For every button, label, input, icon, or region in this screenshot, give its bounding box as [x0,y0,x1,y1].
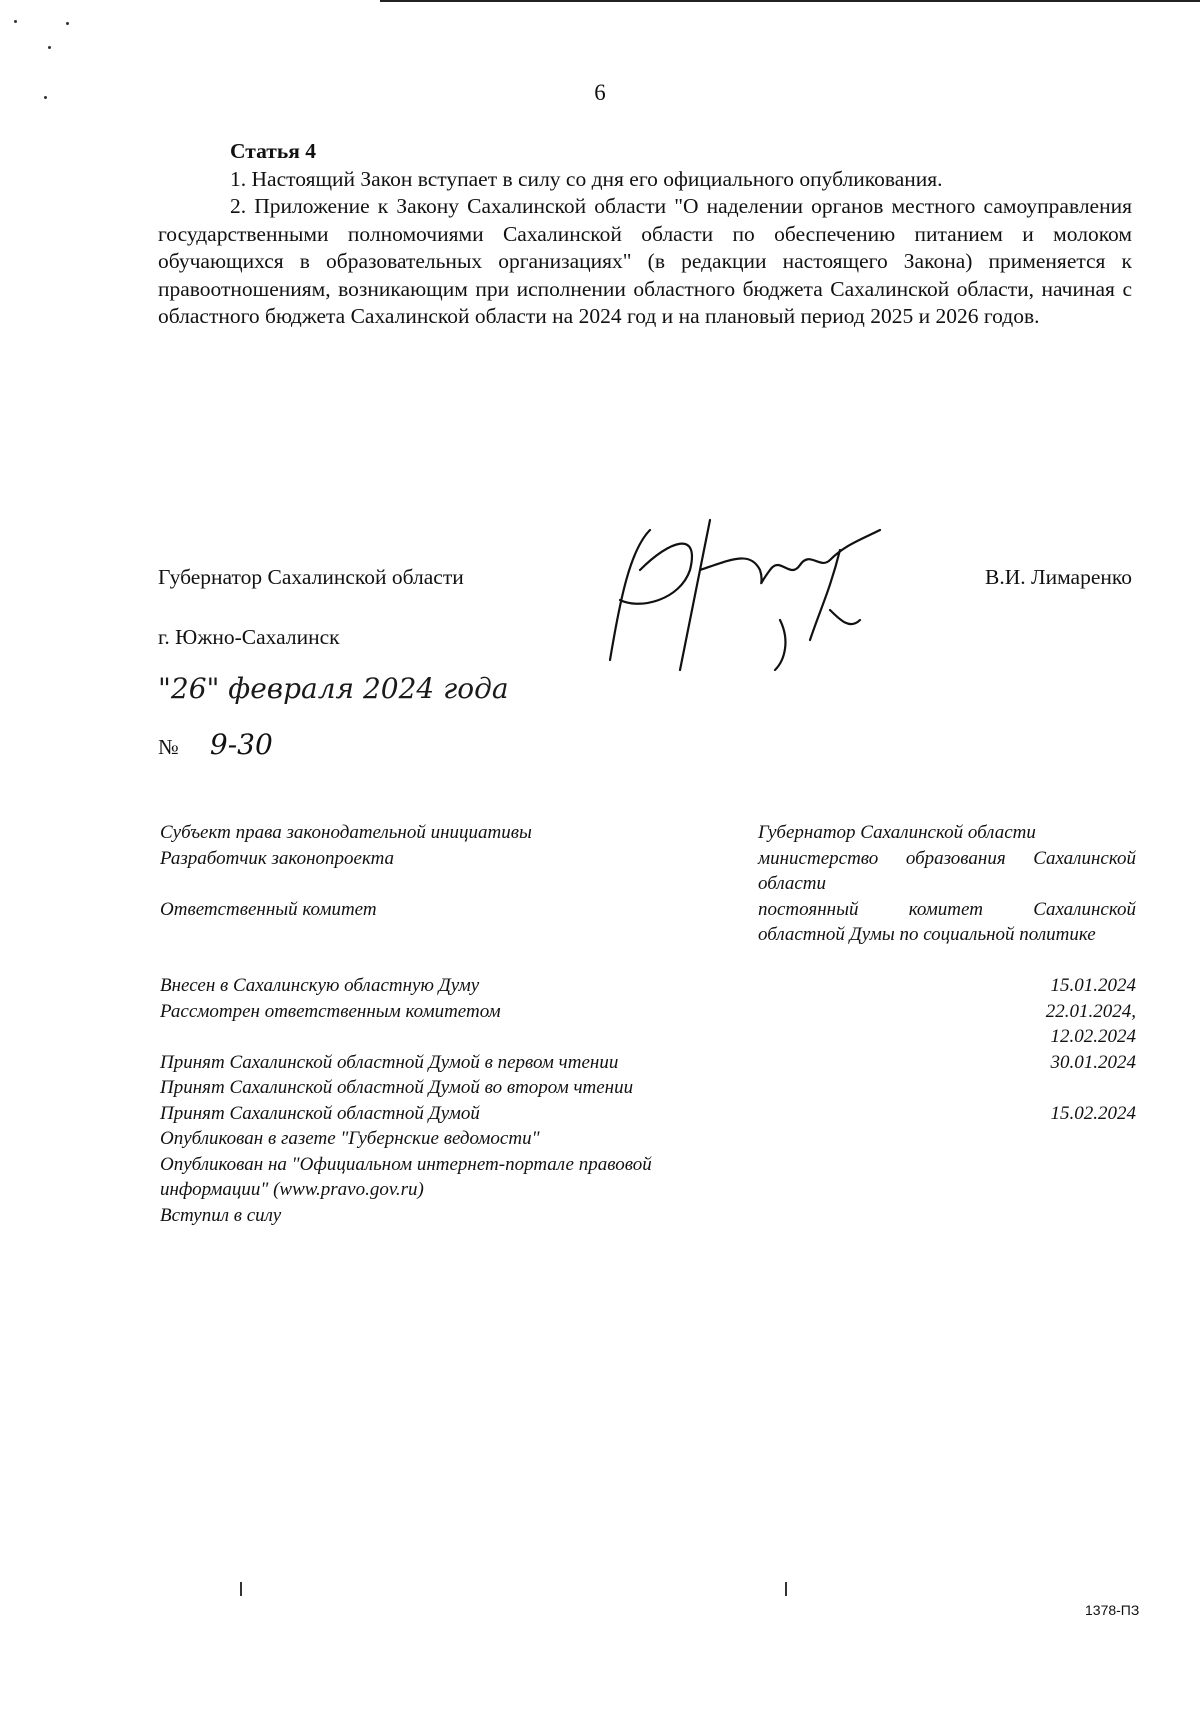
scan-speck [14,20,17,23]
meta-label: Разработчик законопроекта [160,847,395,869]
meta-label: Внесен в Сахалинскую областную Думу [160,975,480,996]
document-code: 1378-ПЗ [1085,1602,1140,1618]
meta-row [160,846,1136,897]
meta-value: министерство образования Сахалинской области [758,847,1136,894]
article-paragraph-1: 1. Настоящий Закон вступает в силу со дня его официального опубликования. [230,166,943,191]
page-number: 6 [594,80,606,105]
meta-label: Вступил в силу [160,1204,282,1226]
article-paragraph-2: 2. Приложение к Закону Сахалинской области "О наделении органов местного самоуправления государственными полномочиями Сахалинской области по обеспечению питанием и молоком обучающихся в образовательных организациях" (в редакции настоящего Закона) применяется к правоотношениям, возникающим при исполнении областного бюджета Сахалинской области, начиная с областного бюджета Сахалинской области на 2024 год и на плановый период 2025 и 2026 годов. [158,194,1132,328]
scan-mark [785,1582,787,1596]
meta-label: Ответственный комитет [160,898,377,920]
meta-label: Принят Сахалинской областной Думой в первом чтении [160,1051,619,1073]
scan-mark [240,1582,242,1596]
meta-label: Опубликован на "Официальном интернет-портале правовой информации" (www.pravo.gov.ru) [160,1153,652,1200]
scan-speck [66,22,69,25]
article-4 [158,138,1132,331]
handwritten-date: "26" февраля 2024 года [158,672,509,705]
meta-value: 30.01.2024 [1050,1051,1136,1073]
signatory-position: Губернатор Сахалинской области [158,565,464,589]
meta-row [160,1152,1136,1203]
meta-row [160,897,1136,974]
meta-value: Губернатор Сахалинской области [758,822,1036,843]
scan-speck [48,46,51,49]
meta-row [160,999,1136,1050]
meta-value: 15.02.2024 [1050,1102,1136,1124]
meta-value [758,999,1136,1050]
legislative-metadata [160,820,1136,1228]
meta-row [160,1203,1136,1229]
meta-value: 15.01.2024 [1050,975,1136,996]
meta-row [160,1050,1136,1076]
scan-edge-line [380,0,1200,2]
meta-label: Принят Сахалинской областной Думой во втором чтении [160,1077,634,1098]
meta-label: Опубликован в газете "Губернские ведомости" [160,1128,540,1149]
meta-label: Принят Сахалинской областной Думой [160,1102,480,1124]
article-title: Статья 4 [230,139,316,163]
meta-label: Рассмотрен ответственным комитетом [160,1000,501,1022]
number-label: № [158,735,179,759]
signatory-name: В.И. Лимаренко [985,565,1132,589]
meta-row [160,1126,1136,1152]
city: г. Южно-Сахалинск [158,625,340,649]
handwritten-signature [580,510,890,680]
meta-row [160,973,1136,999]
meta-value: постоянный комитет Сахалинской областной Думы по социальной политике [758,898,1136,945]
meta-row [160,820,1136,846]
meta-row [160,1101,1136,1127]
meta-value-line: 22.01.2024, [1045,1000,1136,1022]
meta-value-line: 12.02.2024 [1050,1026,1136,1047]
law-number [158,728,273,761]
meta-label: Субъект права законодательной инициативы [160,822,532,843]
number-handwritten: 9-30 [209,728,273,761]
meta-row [160,1075,1136,1101]
